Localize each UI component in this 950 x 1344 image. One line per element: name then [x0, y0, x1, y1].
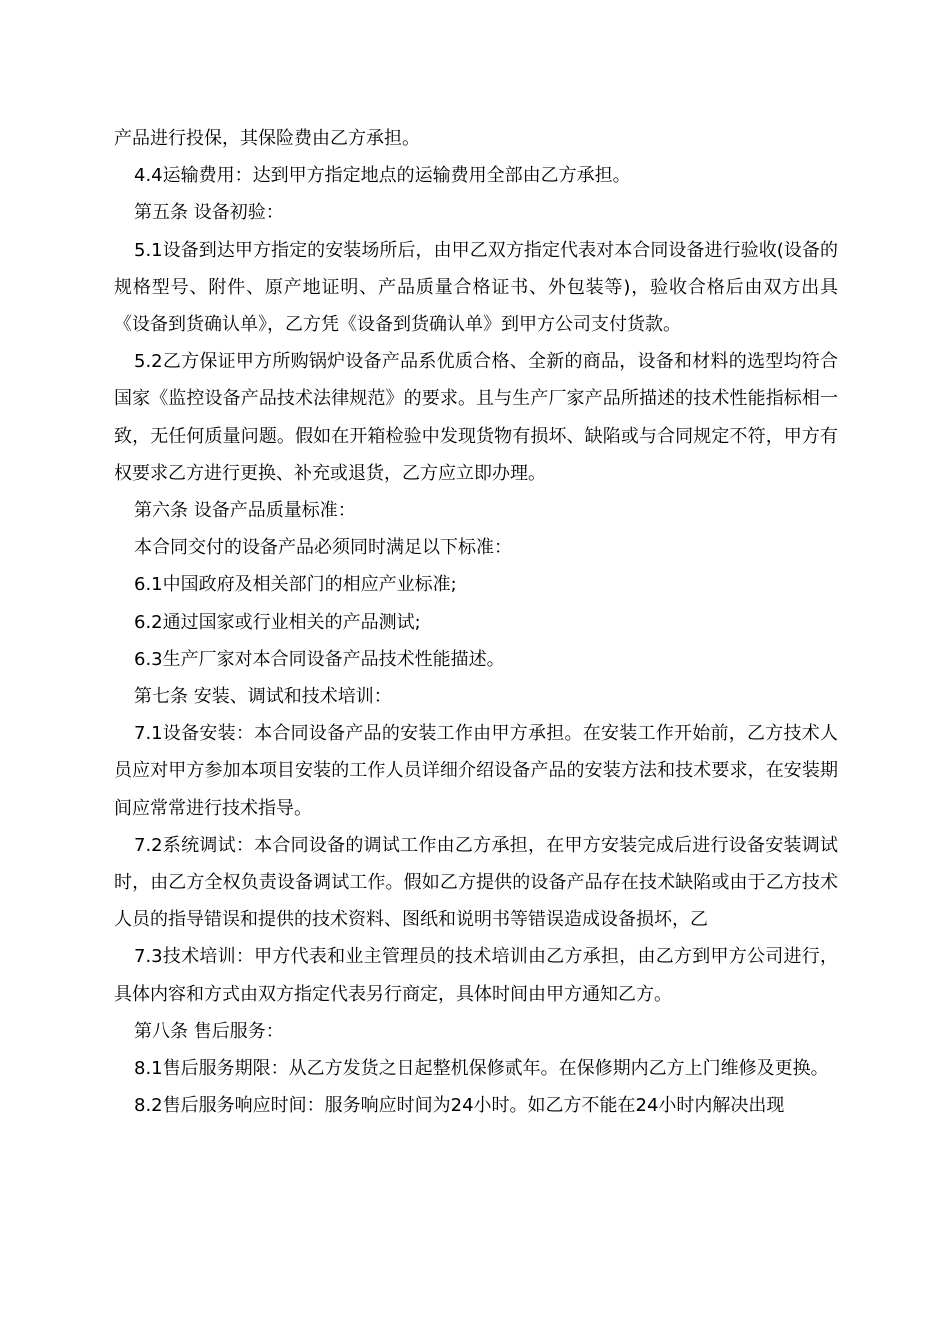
- paragraph-insurance-cost: 产品进行投保，其保险费由乙方承担。: [114, 128, 420, 149]
- paragraph-quality-standards-intro: 本合同交付的设备产品必须同时满足以下标准：: [134, 537, 512, 559]
- paragraph-8-2: 8.2售后服务响应时间：服务响应时间为24小时。如乙方不能在24小时内解决出现: [134, 1095, 785, 1117]
- paragraph-5-2: 5.2乙方保证甲方所购锅炉设备产品系优质合格、全新的商品，设备和材料的选型均符合国家《监控设备产品技术法律规范》的要求。且与生产厂家产品所描述的技术性能指标相一致，无任何质量问题。假如在开箱检验中发现货物有损坏、缺陷或与合同规定不符，甲方有权要求乙方进行更换、补充或退货，乙方应立即办理。: [114, 351, 838, 484]
- paragraph-5-1: 5.1设备到达甲方指定的安装场所后，由甲乙双方指定代表对本合同设备进行验收(设备的规格型号、附件、原产地证明、产品质量合格证书、外包装等)，验收合格后由双方出具《设备到货确认单》，乙方凭《设备到货确认单》到甲方公司支付货款。: [114, 239, 838, 336]
- heading-article-6: 第六条 设备产品质量标准：: [134, 500, 356, 522]
- paragraph-6-3: 6.3生产厂家对本合同设备产品技术性能描述。: [134, 648, 505, 670]
- paragraph-7-2: 7.2系统调试：本合同设备的调试工作由乙方承担，在甲方安装完成后进行设备安装调试时，由乙方全权负责设备调试工作。假如乙方提供的设备产品存在技术缺陷或由于乙方技术人员的指导错误和提供的技术资料、图纸和说明书等错误造成设备损坏，乙: [114, 834, 838, 931]
- paragraph-6-2: 6.2通过国家或行业相关的产品测试;: [134, 611, 421, 633]
- paragraph-4-4-transport-cost: 4.4运输费用：达到甲方指定地点的运输费用全部由乙方承担。: [134, 165, 631, 187]
- heading-article-8: 第八条 售后服务：: [134, 1020, 284, 1042]
- paragraph-8-1: 8.1售后服务期限：从乙方发货之日起整机保修贰年。在保修期内乙方上门维修及更换。: [134, 1058, 829, 1080]
- paragraph-7-1: 7.1设备安装：本合同设备产品的安装工作由甲方承担。在安装工作开始前，乙方技术人员应对甲方参加本项目安装的工作人员详细介绍设备产品的安装方法和技术要求，在安装期间应常常进行技术指导。: [114, 723, 838, 819]
- document-body: [114, 120, 838, 1124]
- paragraph-7-3: 7.3技术培训：甲方代表和业主管理员的技术培训由乙方承担，由乙方到甲方公司进行，具体内容和方式由双方指定代表另行商定，具体时间由甲方通知乙方。: [114, 946, 838, 1005]
- heading-article-5: 第五条 设备初验：: [134, 202, 284, 224]
- paragraph-6-1: 6.1中国政府及相关部门的相应产业标准;: [134, 574, 457, 596]
- heading-article-7: 第七条 安装、调试和技术培训：: [134, 686, 392, 708]
